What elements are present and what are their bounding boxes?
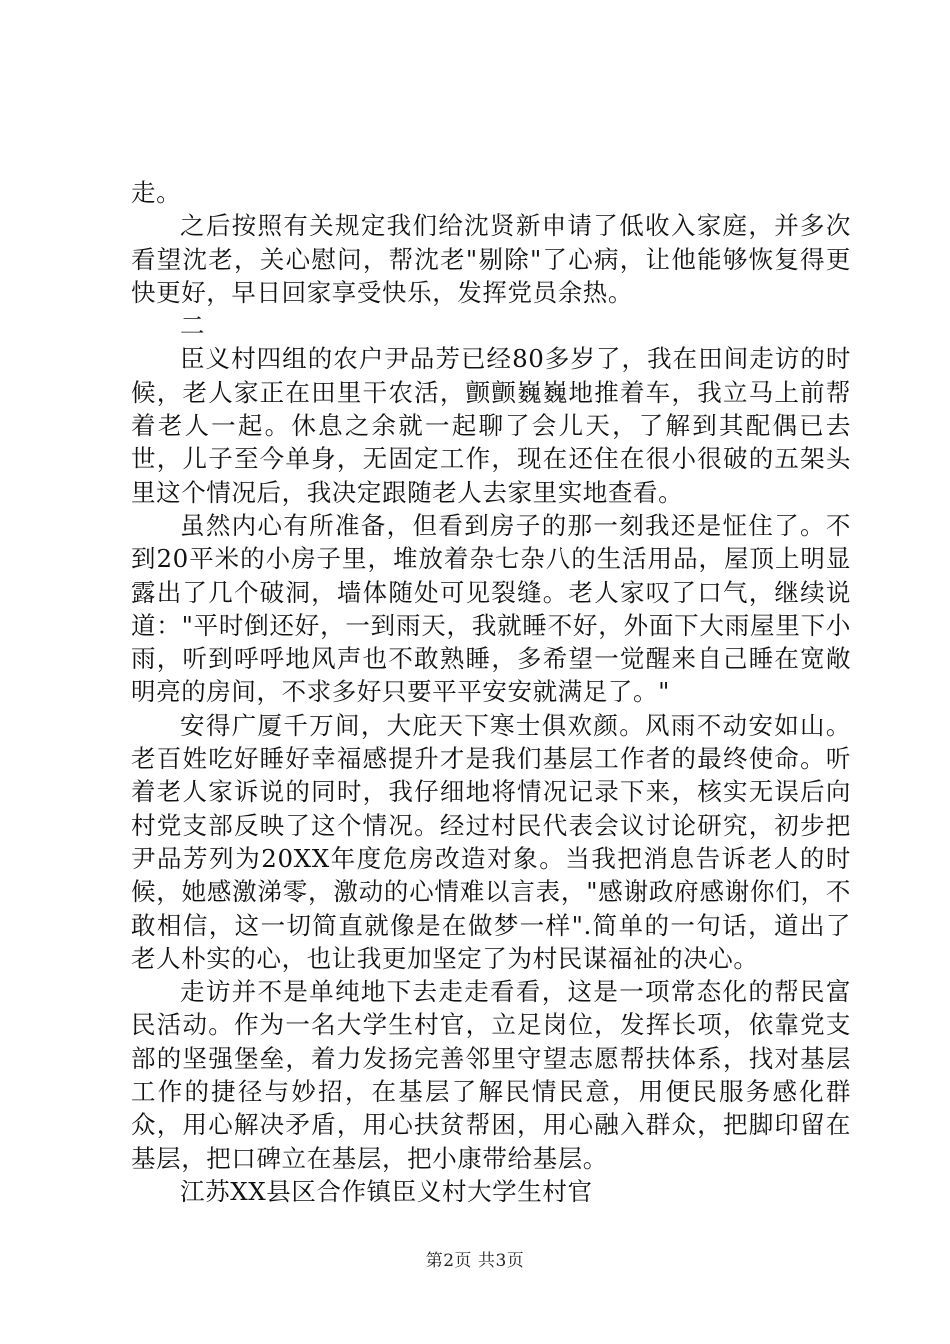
section-number: 二 bbox=[180, 311, 206, 341]
page-footer: 第2页 共3页 bbox=[425, 1251, 525, 1271]
paragraph-continuation: 走。 bbox=[131, 178, 182, 207]
paragraph-application: 之后按照有关规定我们给沈贤新申请了低收入家庭，并多次看望沈老，关心慰问，帮沈老"剔除"了心病，让他能够恢复得更快更好，早日回家享受快乐，发挥党员余热。 bbox=[131, 211, 851, 307]
paragraph-house-condition: 虽然内心有所准备，但看到房子的那一刻我还是怔住了。不到20平米的小房子里，堆放着杂七杂八的生活用品，屋顶上明显露出了几个破洞，墙体随处可见裂缝。老人家叹了口气，继续说道："平时倒还好，一到雨天，我就睡不好，外面下大雨屋里下小雨，听到呼呼地风声也不敢熟睡，多希望一觉醒来自己睡在宽敞明亮的房间，不求多好只要平平安安就满足了。" bbox=[131, 510, 851, 707]
document-body bbox=[131, 176, 851, 1208]
paragraph-field-visit: 臣义村四组的农户尹品芳已经80多岁了，我在田间走访的时候，老人家正在田里干农活，颤颤巍巍地推着车，我立马上前帮着老人一起。休息之余就一起聊了会儿天，了解到其配偶已去世，儿子至今单身，无固定工作，现在还住在很小很破的五架头里这个情况后，我决定跟随老人去家里实地查看。 bbox=[131, 344, 851, 507]
signature-line: 江苏XX县区合作镇臣义村大学生村官 bbox=[180, 1176, 593, 1206]
paragraph-conclusion: 走访并不是单纯地下去走走看看，这是一项常态化的帮民富民活动。作为一名大学生村官，立足岗位，发挥长项，依靠党支部的坚强堡垒，着力发扬完善邻里守望志愿帮扶体系，找对基层工作的捷径与妙招，在基层了解民情民意，用便民服务感化群众，用心解决矛盾，用心扶贫帮困，用心融入群众，把脚印留在基层，把口碑立在基层，把小康带给基层。 bbox=[131, 977, 851, 1173]
paragraph-renovation: 安得广厦千万间，大庇天下寒士俱欢颜。风雨不动安如山。老百姓吃好睡好幸福感提升才是我们基层工作者的最终使命。听着老人家诉说的同时，我仔细地将情况记录下来，核实无误后向村党支部反映了这个情况。经过村民代表会议讨论研究，初步把尹品芳列为20XX年度危房改造对象。当我把消息告诉老人的时候，她感激涕零，激动的心情难以言表，"感谢政府感谢你们，不敢相信，这一切简直就像是在做梦一样".简单的一句话，道出了老人朴实的心，也让我更加坚定了为村民谋福祉的决心。 bbox=[131, 710, 851, 973]
